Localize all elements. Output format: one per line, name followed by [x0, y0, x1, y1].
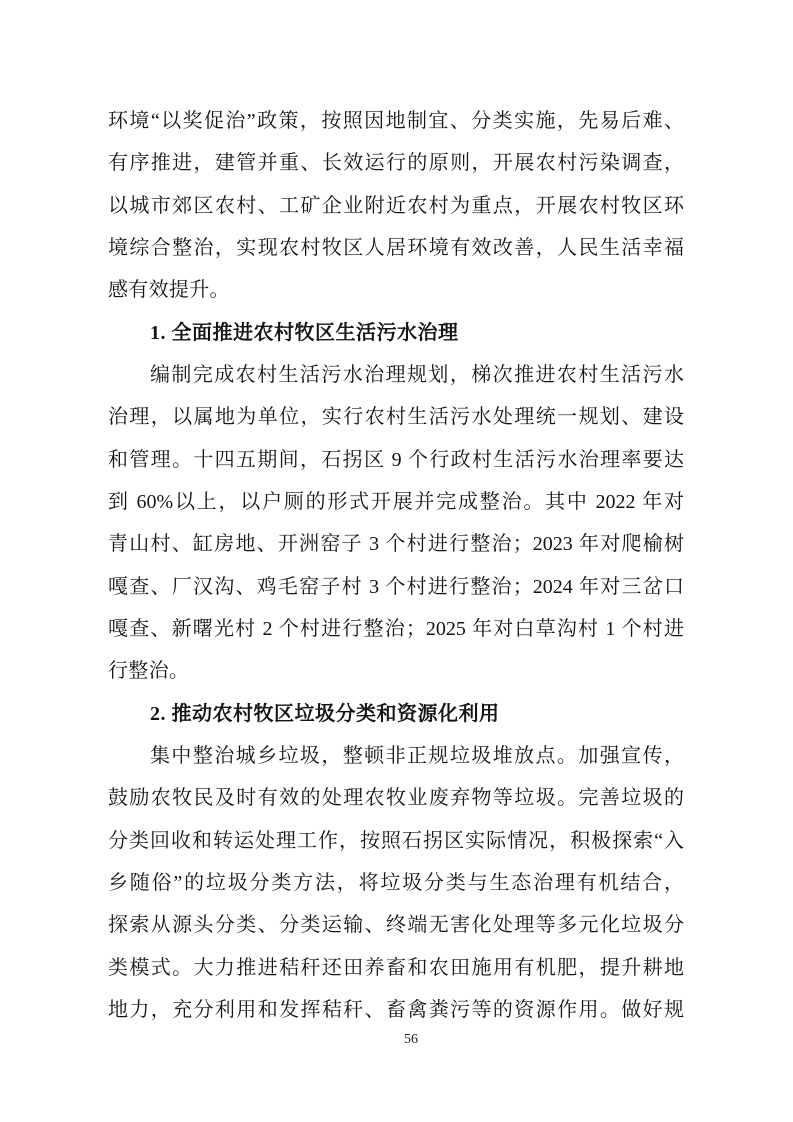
body-line: 鼓励农牧民及时有效的处理农牧业废弃物等垃圾。完善垃圾的: [108, 787, 684, 810]
section-2-heading: 2. 推动农村牧区垃圾分类和资源化利用: [150, 702, 500, 725]
body-line: 探索从源头分类、分类运输、终端无害化处理等多元化垃圾分: [108, 914, 684, 937]
paragraph-first-line: 集中整治城乡垃圾，整顿非正规垃圾堆放点。加强宣传，: [150, 744, 684, 767]
body-line: 以城市郊区农村、工矿企业附近农村为重点，开展农村牧区环: [108, 194, 684, 217]
body-line: 到 60%以上，以户厕的形式开展并完成整治。其中 2022 年对: [108, 490, 684, 513]
body-line: 嘎查、厂汉沟、鸡毛窑子村 3 个村进行整治；2024 年对三岔口: [108, 575, 684, 598]
body-line: 治理，以属地为单位，实行农村生活污水处理统一规划、建设: [108, 406, 684, 429]
page-number: 56: [404, 1032, 418, 1047]
body-line: 环境“以奖促治”政策，按照因地制宜、分类实施，先易后难、: [108, 110, 684, 132]
body-line: 青山村、缸房地、开洲窑子 3 个村进行整治；2023 年对爬榆树: [108, 533, 684, 556]
body-line: 分类回收和转运处理工作，按照石拐区实际情况，积极探索“入: [108, 829, 684, 852]
body-line: 有序推进，建管并重、长效运行的原则，开展农村污染调查，: [108, 152, 684, 175]
paragraph-first-line: 编制完成农村生活污水治理规划，梯次推进农村生活污水: [150, 363, 684, 386]
body-line: 和管理。十四五期间，石拐区 9 个行政村生活污水治理率要达: [108, 448, 684, 471]
paragraph-end-line: 感有效提升。: [108, 279, 230, 302]
section-1-heading: 1. 全面推进农村牧区生活污水治理: [150, 321, 459, 344]
body-line: 嘎查、新曙光村 2 个村进行整治；2025 年对白草沟村 1 个村进: [108, 617, 684, 640]
paragraph-end-line: 行整治。: [108, 660, 190, 683]
body-line: 类模式。大力推进秸秆还田养畜和农田施用有机肥，提升耕地: [108, 956, 684, 979]
body-line: 乡随俗”的垃圾分类方法，将垃圾分类与生态治理有机结合，: [108, 871, 684, 894]
body-line: 境综合整治，实现农村牧区人居环境有效改善，人民生活幸福: [108, 236, 684, 259]
body-line: 地力，充分利用和发挥秸秆、畜禽粪污等的资源作用。做好规: [108, 998, 684, 1021]
text-block: [108, 100, 684, 1031]
